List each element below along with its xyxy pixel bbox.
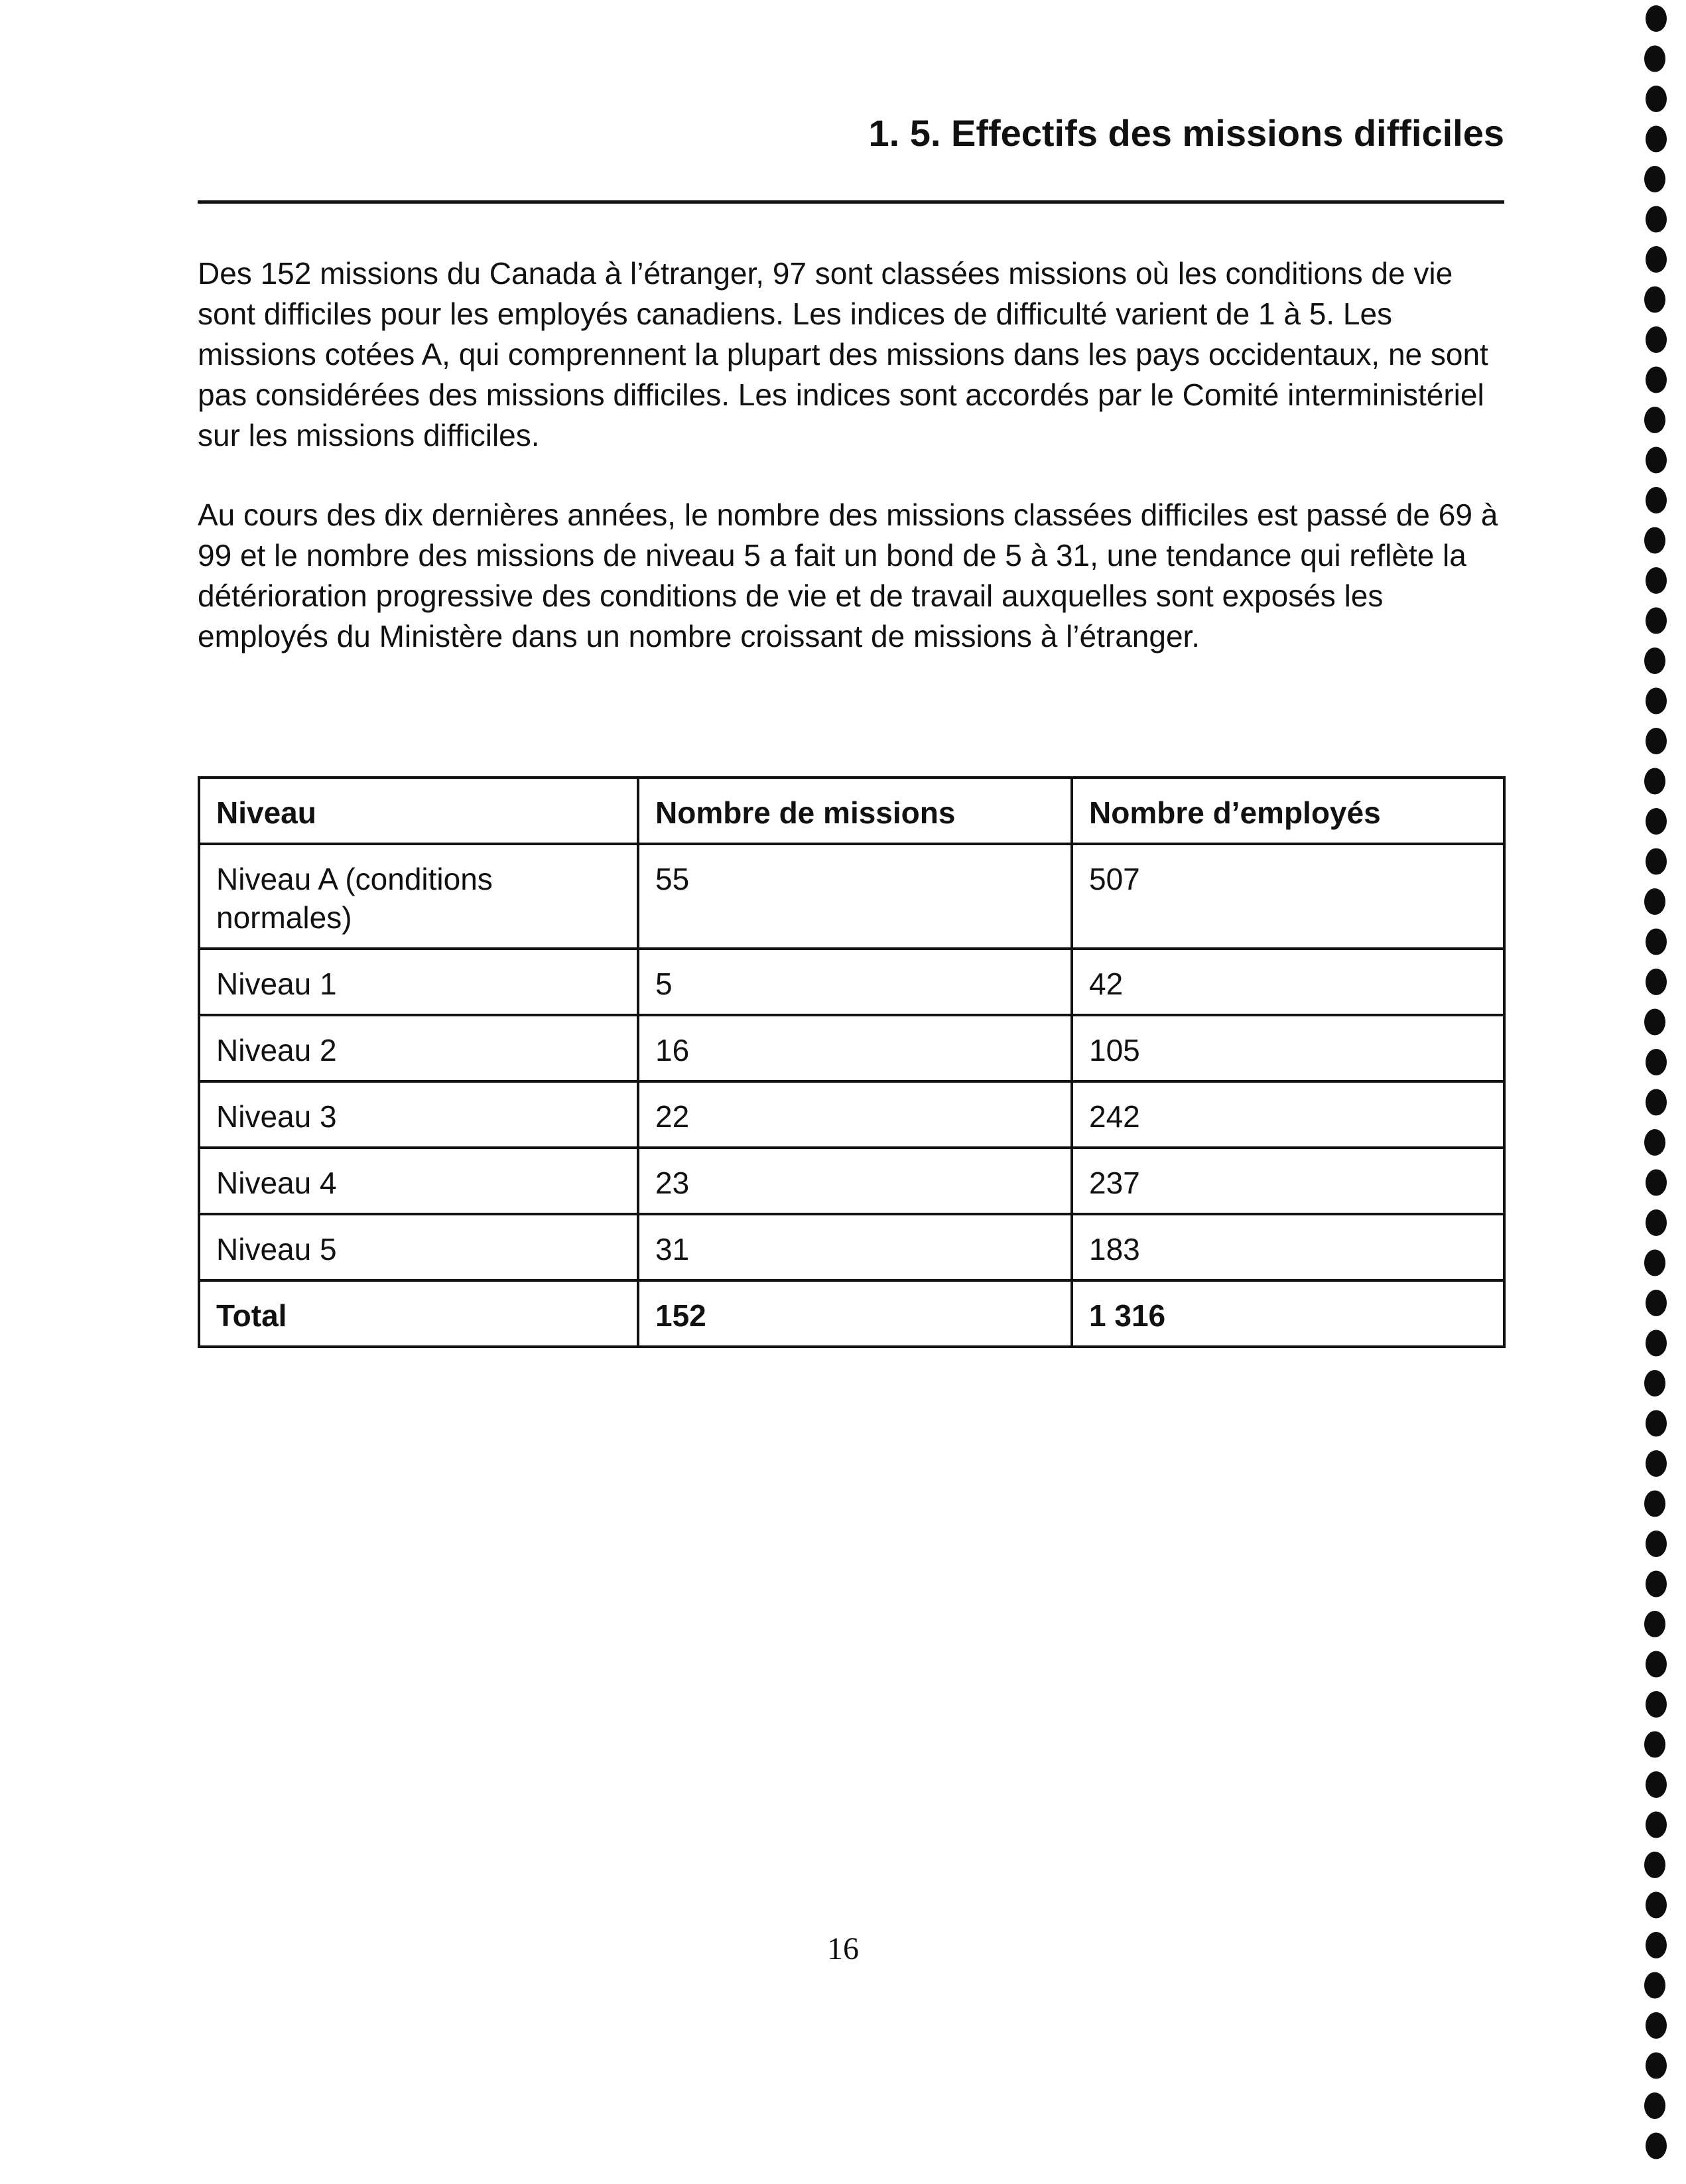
binding-hole [1646, 728, 1667, 754]
binding-hole [1646, 487, 1667, 513]
binding-hole [1646, 1571, 1667, 1598]
table-row [199, 1214, 1504, 1280]
binding-hole [1644, 287, 1665, 313]
binding-hole [1646, 969, 1667, 995]
cell-missions: 23 [638, 1148, 1072, 1214]
cell-level: Niveau 1 [199, 949, 638, 1015]
binding-hole [1646, 1170, 1667, 1196]
spiral-binding-holes [1638, 0, 1675, 2184]
cell-level: Niveau 3 [199, 1081, 638, 1148]
paragraph-intro: Des 152 missions du Canada à l’étranger, 97 sont classées missions où les conditions de vie sont difficiles pour les employés canadiens. Les indices de difficulté varient de 1 à 5. Les missions cotées A, qui comprennent la plupart des missions dans les pays occidentaux, ne sont pas considérées des missions difficiles. Les indices sont accordés par le Comité interministériel sur les missions difficiles. [198, 256, 1488, 452]
binding-hole [1646, 1209, 1667, 1236]
section-title: 1. 5. Effectifs des missions difficiles [868, 112, 1504, 154]
table-row [199, 1148, 1504, 1214]
cell-missions: 31 [638, 1214, 1072, 1280]
binding-hole [1644, 527, 1665, 554]
binding-hole [1644, 1852, 1665, 1878]
binding-hole [1646, 2053, 1667, 2079]
binding-hole [1646, 447, 1667, 474]
cell-employees: 237 [1072, 1148, 1504, 1214]
binding-hole [1644, 1129, 1665, 1156]
binding-hole [1646, 367, 1667, 393]
binding-hole [1644, 888, 1665, 915]
binding-hole [1644, 166, 1665, 192]
binding-hole [1646, 1330, 1667, 1357]
binding-hole [1644, 46, 1665, 72]
binding-hole [1646, 2133, 1667, 2159]
header-employes: Nombre d’employés [1072, 778, 1504, 844]
binding-hole [1646, 5, 1667, 32]
cell-missions: 55 [638, 844, 1072, 949]
paragraph-trend: Au cours des dix dernières années, le nombre des missions classées difficiles est passé de 69 à 99 et le nombre des missions de niveau 5 a fait un bond de 5 à 31, une tendance qui reflète la détérioration progressive des conditions de vie et de travail auxquelles sont exposés les employés du Ministère dans un nombre croissant de missions à l’étranger. [198, 498, 1498, 653]
binding-hole [1646, 2012, 1667, 2039]
binding-hole [1644, 1250, 1665, 1276]
binding-hole [1644, 1732, 1665, 1758]
binding-hole [1644, 768, 1665, 795]
table-row [199, 1015, 1504, 1081]
total-label: Total [199, 1280, 638, 1347]
cell-employees: 105 [1072, 1015, 1504, 1081]
binding-hole [1644, 1009, 1665, 1036]
binding-hole [1646, 1651, 1667, 1678]
total-missions: 152 [638, 1280, 1072, 1347]
binding-hole [1644, 1611, 1665, 1637]
binding-hole [1646, 608, 1667, 634]
binding-hole [1646, 326, 1667, 353]
binding-hole [1646, 126, 1667, 153]
binding-hole [1646, 1812, 1667, 1838]
binding-hole [1644, 648, 1665, 674]
cell-employees: 507 [1072, 844, 1504, 949]
cell-level: Niveau 2 [199, 1015, 638, 1081]
binding-hole [1646, 1450, 1667, 1477]
binding-hole [1646, 1691, 1667, 1718]
binding-hole [1644, 2092, 1665, 2119]
binding-hole [1646, 567, 1667, 594]
binding-hole [1646, 246, 1667, 273]
cell-employees: 183 [1072, 1214, 1504, 1280]
cell-employees: 242 [1072, 1081, 1504, 1148]
binding-hole [1646, 929, 1667, 955]
binding-hole [1646, 688, 1667, 715]
binding-hole [1646, 206, 1667, 233]
binding-hole [1646, 849, 1667, 875]
cell-missions: 5 [638, 949, 1072, 1015]
binding-hole [1646, 1771, 1667, 1798]
cell-missions: 22 [638, 1081, 1072, 1148]
binding-hole [1646, 1531, 1667, 1557]
table-row [199, 1081, 1504, 1148]
binding-hole [1644, 1370, 1665, 1397]
header-missions: Nombre de missions [638, 778, 1072, 844]
binding-hole [1644, 407, 1665, 433]
binding-hole [1646, 1049, 1667, 1075]
binding-hole [1646, 808, 1667, 835]
table-header-row [199, 778, 1504, 844]
binding-hole [1646, 86, 1667, 112]
binding-hole [1646, 1290, 1667, 1316]
page-number: 16 [827, 1931, 859, 1966]
binding-hole [1644, 1491, 1665, 1517]
binding-hole [1646, 1932, 1667, 1958]
table-row [199, 949, 1504, 1015]
title-underline [198, 200, 1504, 204]
binding-hole [1646, 1892, 1667, 1919]
binding-hole [1646, 1089, 1667, 1116]
table-row [199, 844, 1504, 949]
cell-missions: 16 [638, 1015, 1072, 1081]
total-employees: 1 316 [1072, 1280, 1504, 1347]
hardship-levels-table [198, 776, 1506, 1348]
cell-level: Niveau 4 [199, 1148, 638, 1214]
cell-level: Niveau 5 [199, 1214, 638, 1280]
header-niveau: Niveau [199, 778, 638, 844]
binding-hole [1644, 1972, 1665, 1999]
binding-hole [1646, 1410, 1667, 1437]
cell-employees: 42 [1072, 949, 1504, 1015]
cell-level: Niveau A (conditions normales) [199, 844, 638, 949]
table-total-row [199, 1280, 1504, 1347]
